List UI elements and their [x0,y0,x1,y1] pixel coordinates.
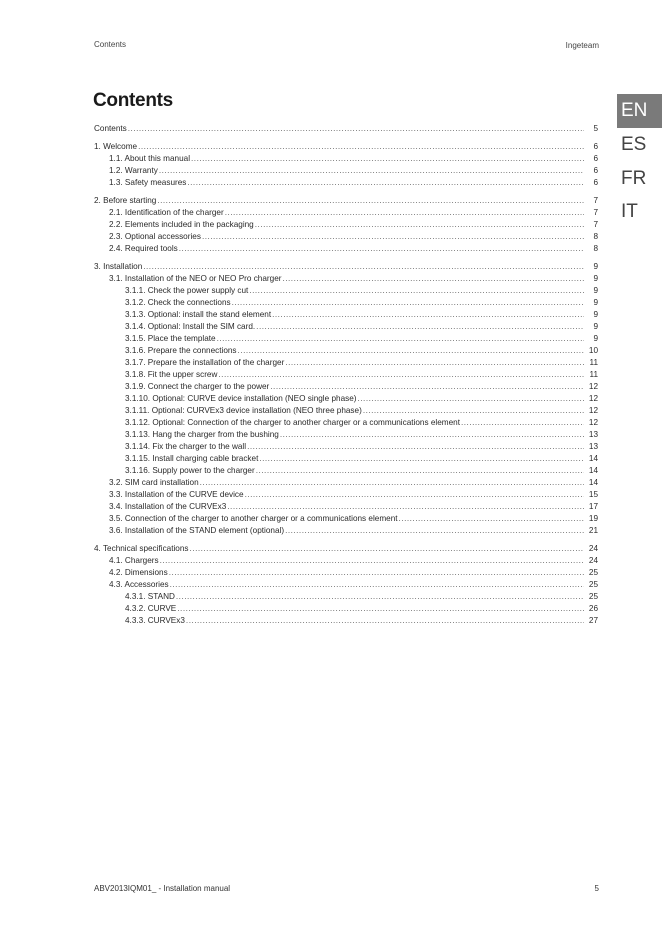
toc-leader-dots [160,555,584,567]
toc-entry[interactable] [94,231,598,243]
toc-leader-dots [187,177,584,189]
toc-entry-page: 27 [588,616,598,625]
toc-entry[interactable] [94,345,598,357]
toc-entry-title: 4. Technical specifications [94,544,189,553]
toc-entry-page: 9 [593,262,598,271]
toc-entry-page: 17 [588,502,598,511]
language-tab-es[interactable]: ES [621,134,647,155]
toc-entry-title: 3.1.11. Optional: CURVEx3 device installation (NEO three phase) [125,406,362,415]
toc-entry-page: 25 [588,580,598,589]
toc-entry-page: 10 [588,346,598,355]
toc-entry-title: 4.3.3. CURVEx3 [125,616,185,625]
toc-entry[interactable] [94,405,598,417]
toc-leader-dots [169,567,584,579]
toc-entry[interactable] [94,579,598,591]
running-header-company: Ingeteam [565,41,599,50]
toc-entry-title: 4.1. Chargers [109,556,159,565]
toc-leader-dots [200,477,584,489]
toc-entry-title: 2.3. Optional accessories [109,232,201,241]
table-of-contents [94,123,598,627]
toc-entry-page: 25 [588,592,598,601]
toc-entry-title: 4.3.2. CURVE [125,604,177,613]
toc-entry-page: 9 [593,334,598,343]
toc-entry[interactable] [94,591,598,603]
toc-leader-dots [225,207,584,219]
toc-entry-title: 2.1. Identification of the charger [109,208,224,217]
toc-leader-dots [280,429,584,441]
toc-entry-title: 3.1.5. Place the template [125,334,216,343]
toc-entry[interactable] [94,321,598,333]
toc-entry[interactable] [94,393,598,405]
toc-leader-dots [128,123,584,135]
toc-entry-page: 24 [588,544,598,553]
toc-entry-page: 7 [593,208,598,217]
toc-entry-page: 9 [593,298,598,307]
toc-leader-dots [143,261,584,273]
toc-entry[interactable] [94,177,598,189]
toc-entry-page: 6 [593,154,598,163]
toc-leader-dots [176,591,584,603]
toc-entry-page: 19 [588,514,598,523]
toc-entry-page: 7 [593,220,598,229]
toc-entry-page: 9 [593,274,598,283]
toc-entry[interactable] [94,615,598,627]
toc-leader-dots [270,381,584,393]
toc-leader-dots [256,321,584,333]
toc-entry-page: 6 [593,178,598,187]
toc-entry[interactable] [94,243,598,255]
toc-entry-page: 21 [588,526,598,535]
toc-entry-title: 1. Welcome [94,142,138,151]
toc-leader-dots [358,393,585,405]
toc-entry-page: 8 [593,232,598,241]
toc-entry-page: 12 [588,406,598,415]
toc-leader-dots [218,369,584,381]
toc-entry-page: 25 [588,568,598,577]
page-title: Contents [93,90,173,111]
toc-entry-title: 1.2. Warranty [109,166,158,175]
toc-leader-dots [363,405,584,417]
toc-entry-page: 13 [588,442,598,451]
toc-entry[interactable] [94,195,598,207]
toc-entry[interactable] [94,429,598,441]
toc-entry-title: 3.1.12. Optional: Connection of the charger to another charger or a communications element [125,418,460,427]
toc-entry-page: 11 [589,358,598,367]
toc-entry-page: 11 [589,370,598,379]
toc-leader-dots [179,243,584,255]
toc-entry-title: 1.1. About this manual [109,154,191,163]
toc-entry-page: 24 [588,556,598,565]
toc-entry[interactable] [94,555,598,567]
toc-entry-page: 14 [588,466,598,475]
toc-leader-dots [177,603,584,615]
toc-entry-title: 3.1.10. Optional: CURVE device installation (NEO single phase) [125,394,357,403]
toc-entry-title: 3.1.15. Install charging cable bracket [125,454,259,463]
toc-entry[interactable] [94,567,598,579]
toc-entry-page: 5 [593,124,598,133]
toc-entry-title: 3.1.16. Supply power to the charger [125,466,255,475]
toc-entry[interactable] [94,501,598,513]
toc-entry[interactable] [94,465,598,477]
toc-entry[interactable] [94,333,598,345]
toc-entry-page: 7 [593,196,598,205]
toc-entry-title: 3.1.8. Fit the upper screw [125,370,218,379]
toc-leader-dots [217,333,584,345]
toc-leader-dots [191,153,584,165]
toc-entry-title: 4.3. Accessories [109,580,169,589]
toc-entry[interactable] [94,477,598,489]
running-header-section: Contents [94,40,127,49]
toc-leader-dots [202,231,584,243]
toc-entry-title: 3.1.7. Prepare the installation of the charger [125,358,285,367]
toc-entry-title: 3.1.6. Prepare the connections [125,346,237,355]
toc-entry-page: 14 [588,454,598,463]
toc-entry-title: 3.1.1. Check the power supply cut [125,286,249,295]
toc-leader-dots [138,141,584,153]
toc-entry-title: 3.2. SIM card installation [109,478,199,487]
toc-leader-dots [170,579,584,591]
toc-entry-page: 9 [593,286,598,295]
toc-leader-dots [272,309,584,321]
toc-entry-page: 9 [593,322,598,331]
toc-entry-title: 3.1.2. Check the connections [125,298,231,307]
toc-leader-dots [282,273,584,285]
toc-entry-page: 12 [588,382,598,391]
toc-entry-title: Contents [94,124,127,133]
toc-leader-dots [232,297,584,309]
toc-entry-page: 12 [588,418,598,427]
toc-entry[interactable] [94,207,598,219]
toc-entry-page: 6 [593,166,598,175]
toc-entry[interactable] [94,441,598,453]
toc-leader-dots [186,615,584,627]
toc-entry[interactable] [94,369,598,381]
toc-entry-title: 2.4. Required tools [109,244,178,253]
toc-entry[interactable] [94,153,598,165]
toc-entry-title: 3.1.4. Optional: Install the SIM card. [125,322,256,331]
toc-entry-title: 3.4. Installation of the CURVEx3 [109,502,227,511]
toc-entry[interactable] [94,357,598,369]
toc-entry[interactable] [94,219,598,231]
toc-entry[interactable] [94,285,598,297]
toc-entry[interactable] [94,603,598,615]
toc-leader-dots [249,285,584,297]
toc-leader-dots [245,489,584,501]
toc-entry-title: 3.5. Connection of the charger to another charger or a communications element [109,514,398,523]
toc-entry[interactable] [94,123,598,135]
toc-leader-dots [159,165,584,177]
toc-entry-page: 15 [588,490,598,499]
toc-entry-title: 4.2. Dimensions [109,568,168,577]
toc-leader-dots [461,417,584,429]
toc-entry-page: 14 [588,478,598,487]
toc-entry[interactable] [94,453,598,465]
toc-leader-dots [227,501,584,513]
toc-entry[interactable] [94,141,598,153]
toc-leader-dots [259,453,584,465]
toc-entry-title: 1.3. Safety measures [109,178,187,187]
toc-leader-dots [285,357,584,369]
toc-entry-title: 2.2. Elements included in the packaging [109,220,254,229]
footer-page-number: 5 [594,884,599,893]
toc-entry-page: 6 [593,142,598,151]
toc-entry-title: 3.1.13. Hang the charger from the bushing [125,430,279,439]
toc-leader-dots [247,441,584,453]
toc-leader-dots [256,465,584,477]
toc-entry-title: 3.3. Installation of the CURVE device [109,490,244,499]
language-tab-it[interactable]: IT [621,201,638,222]
toc-entry-title: 3.6. Installation of the STAND element (optional) [109,526,285,535]
toc-entry[interactable] [94,381,598,393]
toc-entry-page: 9 [593,310,598,319]
toc-entry[interactable] [94,525,598,537]
language-tab-en[interactable]: EN [617,94,662,128]
toc-entry-title: 3. Installation [94,262,143,271]
toc-entry-title: 3.1.3. Optional: install the stand element [125,310,272,319]
toc-leader-dots [399,513,584,525]
toc-leader-dots [255,219,584,231]
toc-entry[interactable] [94,309,598,321]
toc-entry[interactable] [94,273,598,285]
toc-entry-page: 8 [593,244,598,253]
language-tab-fr[interactable]: FR [621,168,647,189]
toc-entry[interactable] [94,297,598,309]
footer-document-title: ABV2013IQM01_ - Installation manual [94,884,231,893]
toc-leader-dots [285,525,584,537]
toc-leader-dots [238,345,584,357]
toc-entry-page: 13 [588,430,598,439]
toc-entry-title: 4.3.1. STAND [125,592,175,601]
toc-entry-page: 12 [588,394,598,403]
toc-entry-title: 3.1.9. Connect the charger to the power [125,382,270,391]
toc-entry[interactable] [94,261,598,273]
toc-entry-title: 3.1.14. Fix the charger to the wall [125,442,247,451]
toc-entry[interactable] [94,489,598,501]
toc-entry-title: 2. Before starting [94,196,157,205]
toc-entry[interactable] [94,165,598,177]
toc-leader-dots [190,543,584,555]
toc-entry-title: 3.1. Installation of the NEO or NEO Pro charger [109,274,282,283]
toc-leader-dots [157,195,584,207]
toc-entry[interactable] [94,513,598,525]
toc-entry[interactable] [94,543,598,555]
toc-entry-page: 26 [588,604,598,613]
toc-entry[interactable] [94,417,598,429]
